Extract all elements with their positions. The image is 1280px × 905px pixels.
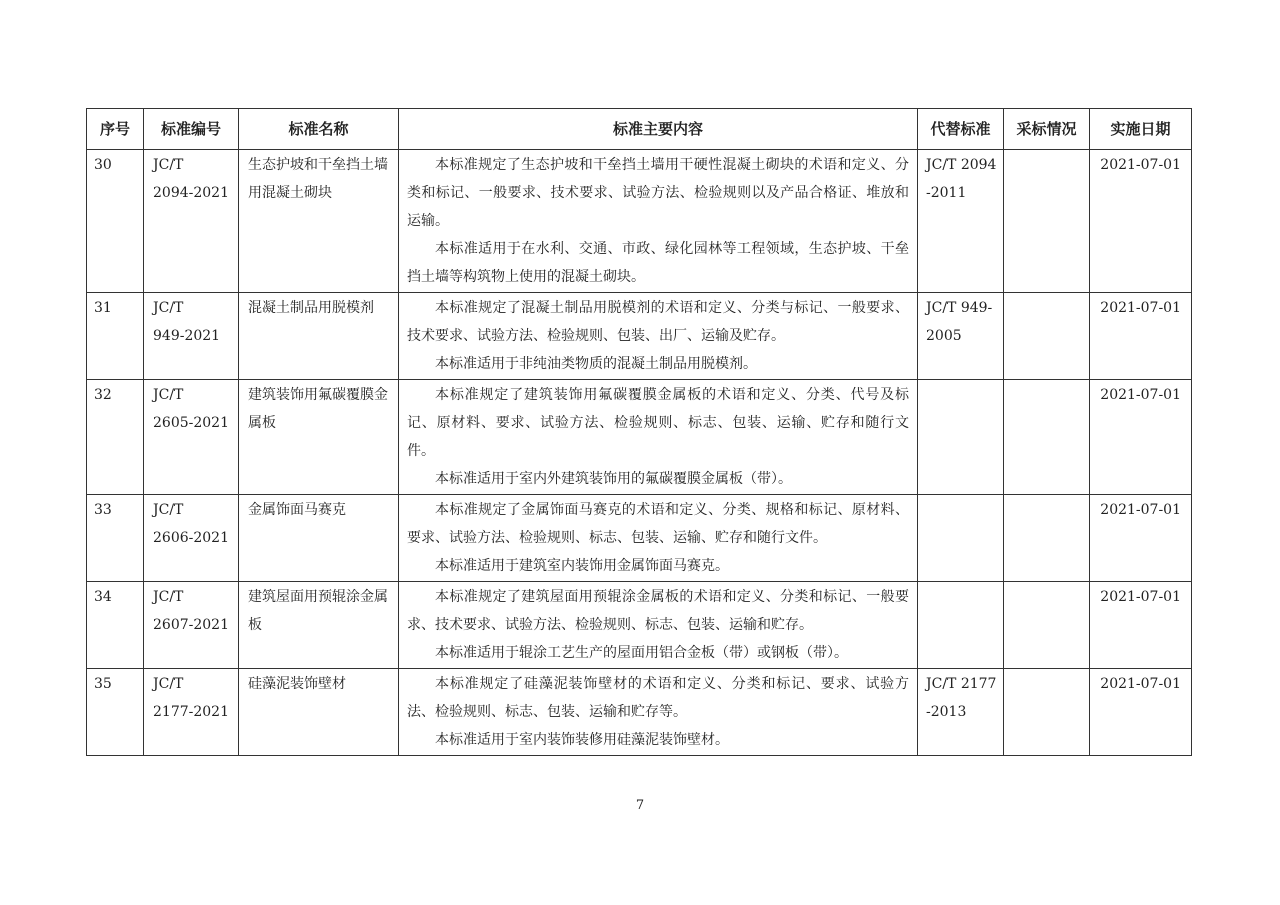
code-number: 2177-2021	[153, 704, 229, 720]
row-content	[399, 582, 918, 669]
code-prefix: JC/T	[153, 157, 184, 173]
code-number: 2606-2021	[153, 530, 229, 546]
row-date: 2021-07-01	[1090, 669, 1192, 756]
row-name: 生态护坡和干垒挡土墙用混凝土砌块	[239, 150, 399, 293]
row-code	[144, 380, 239, 495]
code-prefix: JC/T	[153, 589, 184, 605]
row-name: 金属饰面马赛克	[239, 495, 399, 582]
row-name: 混凝土制品用脱模剂	[239, 293, 399, 380]
row-no: 35	[87, 669, 144, 756]
row-replace: JC/T 949-2005	[918, 293, 1004, 380]
row-date: 2021-07-01	[1090, 495, 1192, 582]
row-adopt	[1004, 293, 1090, 380]
code-prefix: JC/T	[153, 300, 184, 316]
row-name: 建筑屋面用预辊涂金属板	[239, 582, 399, 669]
row-no: 30	[87, 150, 144, 293]
table-row	[87, 380, 1192, 495]
row-date: 2021-07-01	[1090, 150, 1192, 293]
row-no: 31	[87, 293, 144, 380]
content-applicability: 本标准适用于室内外建筑装饰用的氟碳覆膜金属板（带）。	[435, 471, 792, 487]
standards-table	[86, 108, 1192, 756]
row-replace	[918, 495, 1004, 582]
row-date: 2021-07-01	[1090, 582, 1192, 669]
header-date: 实施日期	[1090, 109, 1192, 150]
content-scope: 本标准规定了硅藻泥装饰壁材的术语和定义、分类和标记、要求、试验方法、检验规则、标志、包装、运输和贮存等。	[407, 676, 909, 720]
row-adopt	[1004, 582, 1090, 669]
code-number: 949-2021	[153, 328, 221, 344]
row-no: 34	[87, 582, 144, 669]
row-replace: JC/T 2094-2011	[918, 150, 1004, 293]
table-body	[87, 150, 1192, 756]
header-name: 标准名称	[239, 109, 399, 150]
table-row	[87, 669, 1192, 756]
table-row	[87, 495, 1192, 582]
content-applicability: 本标准适用于在水利、交通、市政、绿化园林等工程领域，生态护坡、干垒挡土墙等构筑物上使用的混凝土砌块。	[407, 241, 909, 285]
header-row	[87, 109, 1192, 150]
row-content	[399, 293, 918, 380]
row-no: 32	[87, 380, 144, 495]
content-scope: 本标准规定了建筑屋面用预辊涂金属板的术语和定义、分类和标记、一般要求、技术要求、试验方法、检验规则、标志、包装、运输和贮存。	[407, 589, 909, 633]
row-replace	[918, 582, 1004, 669]
row-no: 33	[87, 495, 144, 582]
page-number: 7	[635, 798, 645, 813]
code-prefix: JC/T	[153, 387, 184, 403]
content-scope: 本标准规定了混凝土制品用脱模剂的术语和定义、分类与标记、一般要求、技术要求、试验方法、检验规则、包装、出厂、运输及贮存。	[407, 300, 909, 344]
row-replace: JC/T 2177-2013	[918, 669, 1004, 756]
code-number: 2607-2021	[153, 617, 229, 633]
row-code	[144, 150, 239, 293]
row-adopt	[1004, 669, 1090, 756]
table-row	[87, 293, 1192, 380]
row-code	[144, 495, 239, 582]
code-number: 2605-2021	[153, 415, 229, 431]
row-adopt	[1004, 495, 1090, 582]
row-content	[399, 669, 918, 756]
row-content	[399, 380, 918, 495]
code-number: 2094-2021	[153, 185, 229, 201]
content-applicability: 本标准适用于辊涂工艺生产的屋面用铝合金板（带）或钢板（带）。	[435, 645, 848, 661]
row-content	[399, 150, 918, 293]
content-scope: 本标准规定了金属饰面马赛克的术语和定义、分类、规格和标记、原材料、要求、试验方法、检验规则、标志、包装、运输、贮存和随行文件。	[407, 502, 909, 546]
row-code	[144, 293, 239, 380]
header-adopt: 采标情况	[1004, 109, 1090, 150]
table-row	[87, 150, 1192, 293]
header-code: 标准编号	[144, 109, 239, 150]
table-row	[87, 582, 1192, 669]
content-applicability: 本标准适用于建筑室内装饰用金属饰面马赛克。	[435, 558, 729, 574]
row-replace	[918, 380, 1004, 495]
row-code	[144, 582, 239, 669]
content-applicability: 本标准适用于非纯油类物质的混凝土制品用脱模剂。	[435, 356, 757, 372]
row-code	[144, 669, 239, 756]
header-replace: 代替标准	[918, 109, 1004, 150]
header-no: 序号	[87, 109, 144, 150]
row-date: 2021-07-01	[1090, 380, 1192, 495]
row-name: 硅藻泥装饰壁材	[239, 669, 399, 756]
code-prefix: JC/T	[153, 676, 184, 692]
row-adopt	[1004, 150, 1090, 293]
row-content	[399, 495, 918, 582]
row-adopt	[1004, 380, 1090, 495]
row-date: 2021-07-01	[1090, 293, 1192, 380]
content-scope: 本标准规定了生态护坡和干垒挡土墙用干硬性混凝土砌块的术语和定义、分类和标记、一般要求、技术要求、试验方法、检验规则以及产品合格证、堆放和运输。	[407, 157, 909, 229]
content-scope: 本标准规定了建筑装饰用氟碳覆膜金属板的术语和定义、分类、代号及标记、原材料、要求、试验方法、检验规则、标志、包装、运输、贮存和随行文件。	[407, 387, 909, 459]
table-header	[87, 109, 1192, 150]
header-content: 标准主要内容	[399, 109, 918, 150]
code-prefix: JC/T	[153, 502, 184, 518]
row-name: 建筑装饰用氟碳覆膜金属板	[239, 380, 399, 495]
content-applicability: 本标准适用于室内装饰装修用硅藻泥装饰壁材。	[435, 732, 729, 748]
